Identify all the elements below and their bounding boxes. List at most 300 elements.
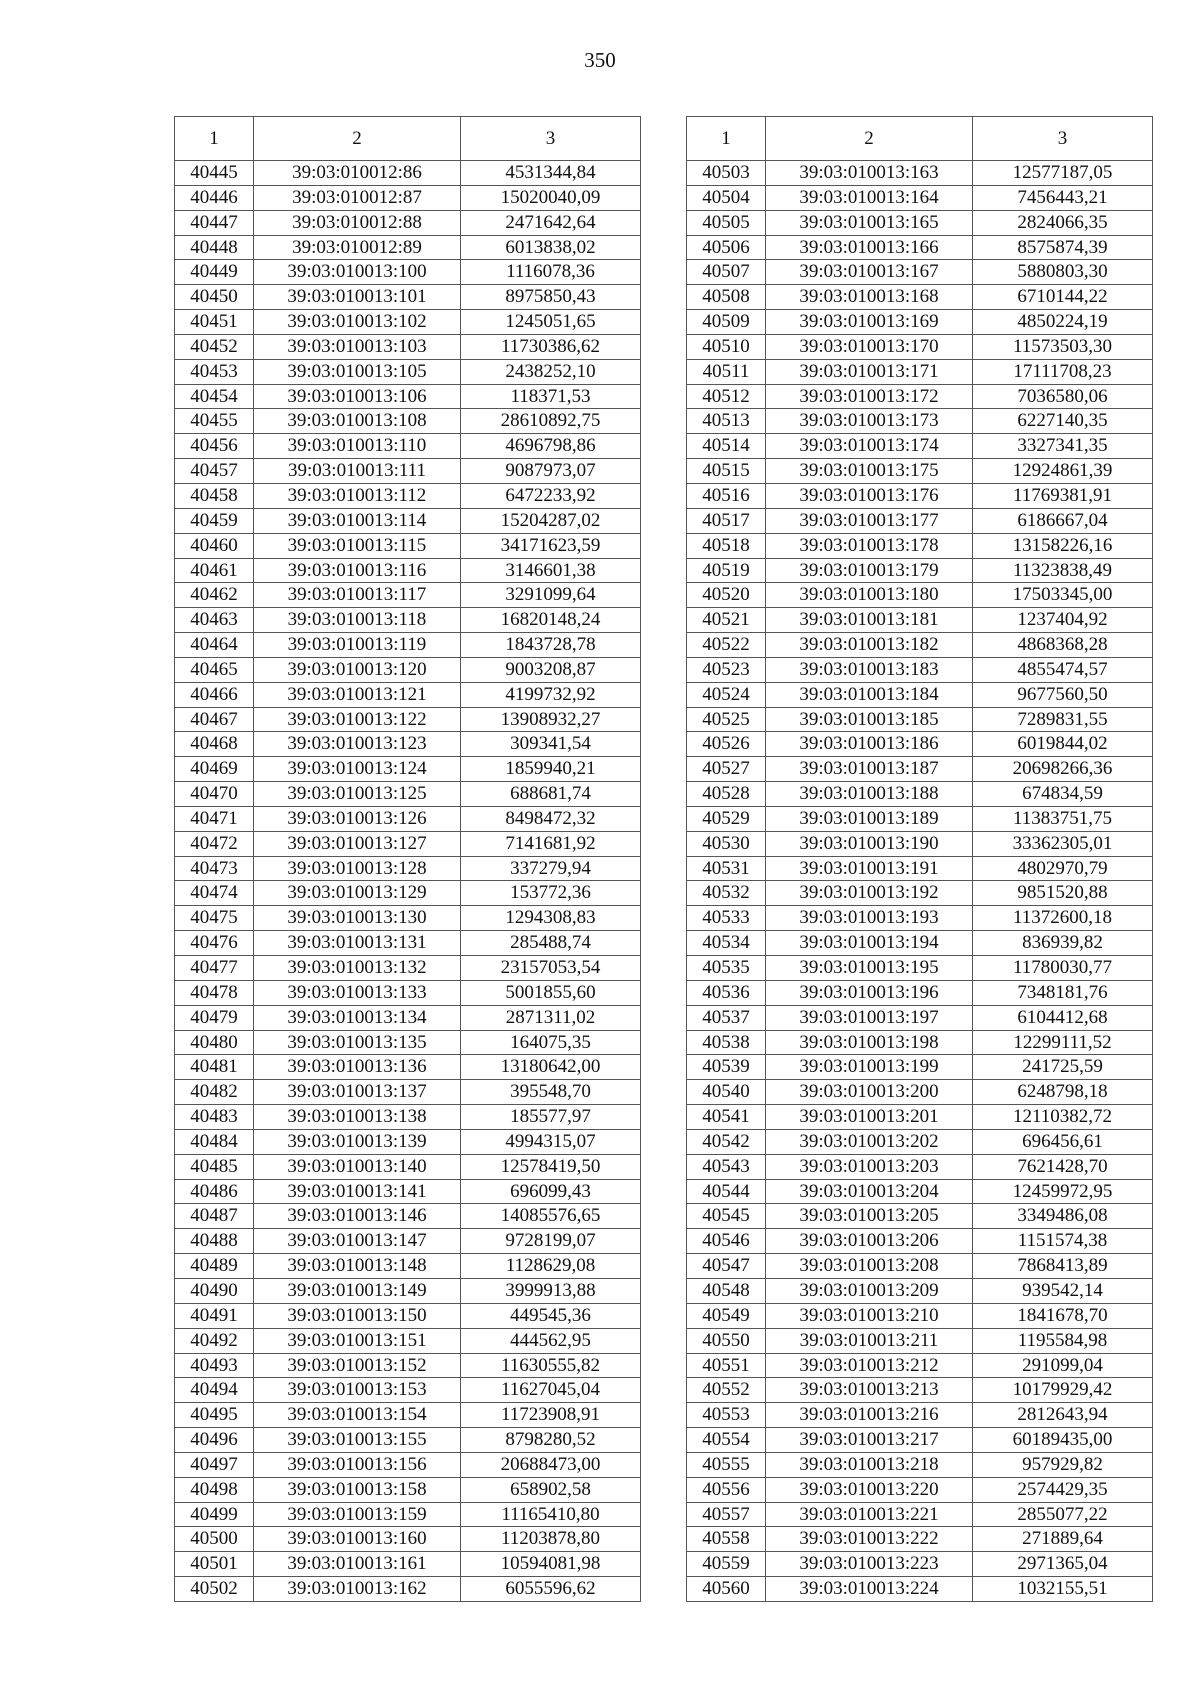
cell-cadastral-number: 39:03:010013:153 <box>254 1378 461 1403</box>
cell-value: 2855077,22 <box>973 1502 1153 1527</box>
cell-value: 696456,61 <box>973 1129 1153 1154</box>
table-row <box>175 558 641 583</box>
table-row <box>175 906 641 931</box>
table-header <box>687 117 1153 161</box>
cell-value: 15020040,09 <box>461 185 641 210</box>
cell-value: 7141681,92 <box>461 831 641 856</box>
cell-value: 337279,94 <box>461 856 641 881</box>
cell-row-number: 40551 <box>687 1353 766 1378</box>
cell-value: 444562,95 <box>461 1328 641 1353</box>
cell-value: 9728199,07 <box>461 1229 641 1254</box>
table-row <box>175 931 641 956</box>
cell-cadastral-number: 39:03:010013:190 <box>766 831 973 856</box>
cell-row-number: 40556 <box>687 1477 766 1502</box>
table-row <box>687 1105 1153 1130</box>
cell-cadastral-number: 39:03:010013:216 <box>766 1403 973 1428</box>
cell-row-number: 40532 <box>687 881 766 906</box>
table-row <box>687 1477 1153 1502</box>
cell-cadastral-number: 39:03:010013:208 <box>766 1254 973 1279</box>
cell-cadastral-number: 39:03:010013:199 <box>766 1055 973 1080</box>
table-row <box>687 1129 1153 1154</box>
cell-cadastral-number: 39:03:010013:130 <box>254 906 461 931</box>
cell-cadastral-number: 39:03:010013:193 <box>766 906 973 931</box>
cell-cadastral-number: 39:03:010013:118 <box>254 608 461 633</box>
cell-value: 4868368,28 <box>973 633 1153 658</box>
cell-cadastral-number: 39:03:010013:155 <box>254 1428 461 1453</box>
cell-cadastral-number: 39:03:010013:167 <box>766 260 973 285</box>
cell-row-number: 40514 <box>687 434 766 459</box>
cell-row-number: 40518 <box>687 533 766 558</box>
cell-value: 5880803,30 <box>973 260 1153 285</box>
cell-row-number: 40557 <box>687 1502 766 1527</box>
cell-row-number: 40511 <box>687 359 766 384</box>
cell-value: 6019844,02 <box>973 732 1153 757</box>
table-body <box>687 161 1153 1602</box>
cell-cadastral-number: 39:03:010013:108 <box>254 409 461 434</box>
cell-value: 1843728,78 <box>461 633 641 658</box>
cell-value: 17111708,23 <box>973 359 1153 384</box>
cell-cadastral-number: 39:03:010013:206 <box>766 1229 973 1254</box>
cell-cadastral-number: 39:03:010013:224 <box>766 1577 973 1602</box>
cell-row-number: 40529 <box>687 806 766 831</box>
table-row <box>687 682 1153 707</box>
cell-cadastral-number: 39:03:010013:163 <box>766 161 973 186</box>
cell-cadastral-number: 39:03:010013:152 <box>254 1353 461 1378</box>
cell-value: 12110382,72 <box>973 1105 1153 1130</box>
cell-row-number: 40445 <box>175 161 254 186</box>
cell-row-number: 40466 <box>175 682 254 707</box>
cell-value: 11630555,82 <box>461 1353 641 1378</box>
cell-row-number: 40536 <box>687 980 766 1005</box>
cell-row-number: 40454 <box>175 384 254 409</box>
table-row <box>175 1577 641 1602</box>
table-row <box>687 409 1153 434</box>
cell-value: 674834,59 <box>973 782 1153 807</box>
cell-row-number: 40447 <box>175 210 254 235</box>
cell-cadastral-number: 39:03:010013:141 <box>254 1179 461 1204</box>
cell-row-number: 40543 <box>687 1154 766 1179</box>
cell-row-number: 40462 <box>175 583 254 608</box>
cell-row-number: 40464 <box>175 633 254 658</box>
cell-value: 11383751,75 <box>973 806 1153 831</box>
table-row <box>687 359 1153 384</box>
table-row <box>175 1303 641 1328</box>
cell-row-number: 40503 <box>687 161 766 186</box>
cell-value: 11780030,77 <box>973 956 1153 981</box>
table-row <box>687 459 1153 484</box>
cell-row-number: 40469 <box>175 757 254 782</box>
cell-row-number: 40450 <box>175 285 254 310</box>
cell-cadastral-number: 39:03:010013:191 <box>766 856 973 881</box>
cell-cadastral-number: 39:03:010013:122 <box>254 707 461 732</box>
cell-value: 7621428,70 <box>973 1154 1153 1179</box>
cell-row-number: 40515 <box>687 459 766 484</box>
cell-value: 241725,59 <box>973 1055 1153 1080</box>
table-row <box>687 558 1153 583</box>
table-row <box>175 831 641 856</box>
cell-value: 8975850,43 <box>461 285 641 310</box>
table-row <box>687 856 1153 881</box>
cell-row-number: 40559 <box>687 1552 766 1577</box>
cell-row-number: 40492 <box>175 1328 254 1353</box>
cell-cadastral-number: 39:03:010013:212 <box>766 1353 973 1378</box>
table-row <box>687 583 1153 608</box>
cell-row-number: 40499 <box>175 1502 254 1527</box>
cell-row-number: 40470 <box>175 782 254 807</box>
cell-cadastral-number: 39:03:010013:169 <box>766 310 973 335</box>
cell-cadastral-number: 39:03:010013:221 <box>766 1502 973 1527</box>
cell-value: 9003208,87 <box>461 657 641 682</box>
cell-value: 118371,53 <box>461 384 641 409</box>
table-row <box>175 1080 641 1105</box>
table-row <box>687 1353 1153 1378</box>
cell-cadastral-number: 39:03:010013:160 <box>254 1527 461 1552</box>
table-row <box>687 1428 1153 1453</box>
cell-value: 1294308,83 <box>461 906 641 931</box>
cell-row-number: 40455 <box>175 409 254 434</box>
cell-value: 3999913,88 <box>461 1278 641 1303</box>
cell-value: 9087973,07 <box>461 459 641 484</box>
table-row <box>175 384 641 409</box>
table-row <box>687 1303 1153 1328</box>
cell-cadastral-number: 39:03:010013:205 <box>766 1204 973 1229</box>
table-row <box>175 235 641 260</box>
cell-row-number: 40467 <box>175 707 254 732</box>
cell-value: 6248798,18 <box>973 1080 1153 1105</box>
cell-cadastral-number: 39:03:010013:194 <box>766 931 973 956</box>
cell-value: 13180642,00 <box>461 1055 641 1080</box>
cell-value: 1237404,92 <box>973 608 1153 633</box>
cell-cadastral-number: 39:03:010013:138 <box>254 1105 461 1130</box>
cell-value: 1116078,36 <box>461 260 641 285</box>
cell-row-number: 40471 <box>175 806 254 831</box>
cell-value: 4802970,79 <box>973 856 1153 881</box>
cell-row-number: 40479 <box>175 1005 254 1030</box>
cell-row-number: 40539 <box>687 1055 766 1080</box>
cell-row-number: 40547 <box>687 1254 766 1279</box>
cell-cadastral-number: 39:03:010013:131 <box>254 931 461 956</box>
cell-value: 6186667,04 <box>973 508 1153 533</box>
cell-row-number: 40484 <box>175 1129 254 1154</box>
cell-value: 20698266,36 <box>973 757 1153 782</box>
table-row <box>175 1328 641 1353</box>
table-row <box>687 1179 1153 1204</box>
cell-value: 15204287,02 <box>461 508 641 533</box>
cell-cadastral-number: 39:03:010013:100 <box>254 260 461 285</box>
table-row <box>687 1328 1153 1353</box>
table-row <box>687 956 1153 981</box>
table-row <box>175 1452 641 1477</box>
cell-cadastral-number: 39:03:010013:223 <box>766 1552 973 1577</box>
table-row <box>175 359 641 384</box>
cell-row-number: 40535 <box>687 956 766 981</box>
table-row <box>687 483 1153 508</box>
cell-row-number: 40488 <box>175 1229 254 1254</box>
cell-value: 10179929,42 <box>973 1378 1153 1403</box>
cell-row-number: 40553 <box>687 1403 766 1428</box>
cell-row-number: 40523 <box>687 657 766 682</box>
table-row <box>175 508 641 533</box>
cell-cadastral-number: 39:03:010013:105 <box>254 359 461 384</box>
cell-row-number: 40506 <box>687 235 766 260</box>
cell-row-number: 40452 <box>175 334 254 359</box>
table-row <box>687 831 1153 856</box>
cell-cadastral-number: 39:03:010013:134 <box>254 1005 461 1030</box>
cell-row-number: 40493 <box>175 1353 254 1378</box>
cell-value: 5001855,60 <box>461 980 641 1005</box>
table-row <box>175 409 641 434</box>
cell-cadastral-number: 39:03:010013:222 <box>766 1527 973 1552</box>
cell-value: 3327341,35 <box>973 434 1153 459</box>
cell-value: 11203878,80 <box>461 1527 641 1552</box>
cell-cadastral-number: 39:03:010013:110 <box>254 434 461 459</box>
table-row <box>175 707 641 732</box>
cell-row-number: 40465 <box>175 657 254 682</box>
table-row <box>175 161 641 186</box>
column-header-value: 3 <box>461 117 641 161</box>
table-row <box>175 334 641 359</box>
cell-value: 1195584,98 <box>973 1328 1153 1353</box>
cell-row-number: 40552 <box>687 1378 766 1403</box>
cell-row-number: 40498 <box>175 1477 254 1502</box>
cell-row-number: 40446 <box>175 185 254 210</box>
cell-cadastral-number: 39:03:010013:200 <box>766 1080 973 1105</box>
cell-cadastral-number: 39:03:010013:174 <box>766 434 973 459</box>
cell-cadastral-number: 39:03:010013:161 <box>254 1552 461 1577</box>
cell-cadastral-number: 39:03:010013:181 <box>766 608 973 633</box>
cell-value: 4696798,86 <box>461 434 641 459</box>
cell-cadastral-number: 39:03:010013:101 <box>254 285 461 310</box>
cell-value: 13908932,27 <box>461 707 641 732</box>
table-row <box>175 956 641 981</box>
table-row <box>175 1030 641 1055</box>
cell-value: 11573503,30 <box>973 334 1153 359</box>
cell-value: 1151574,38 <box>973 1229 1153 1254</box>
table-row <box>687 508 1153 533</box>
cell-value: 14085576,65 <box>461 1204 641 1229</box>
cell-value: 11165410,80 <box>461 1502 641 1527</box>
cell-row-number: 40504 <box>687 185 766 210</box>
cell-cadastral-number: 39:03:010013:186 <box>766 732 973 757</box>
table-row <box>687 1577 1153 1602</box>
table-row <box>175 732 641 757</box>
cell-cadastral-number: 39:03:010013:173 <box>766 409 973 434</box>
cell-row-number: 40487 <box>175 1204 254 1229</box>
table-row <box>687 707 1153 732</box>
table-row <box>175 483 641 508</box>
cell-cadastral-number: 39:03:010013:128 <box>254 856 461 881</box>
cell-row-number: 40490 <box>175 1278 254 1303</box>
cell-value: 153772,36 <box>461 881 641 906</box>
cell-cadastral-number: 39:03:010013:217 <box>766 1428 973 1453</box>
cell-value: 688681,74 <box>461 782 641 807</box>
cell-row-number: 40449 <box>175 260 254 285</box>
cell-value: 12924861,39 <box>973 459 1153 484</box>
cell-row-number: 40550 <box>687 1328 766 1353</box>
cell-row-number: 40485 <box>175 1154 254 1179</box>
cell-value: 33362305,01 <box>973 831 1153 856</box>
cell-cadastral-number: 39:03:010013:189 <box>766 806 973 831</box>
cell-row-number: 40510 <box>687 334 766 359</box>
table-row <box>687 210 1153 235</box>
table-row <box>175 682 641 707</box>
cell-cadastral-number: 39:03:010013:139 <box>254 1129 461 1154</box>
cell-value: 12577187,05 <box>973 161 1153 186</box>
cell-cadastral-number: 39:03:010013:183 <box>766 657 973 682</box>
cell-value: 4994315,07 <box>461 1129 641 1154</box>
cell-row-number: 40501 <box>175 1552 254 1577</box>
table-row <box>175 633 641 658</box>
cell-row-number: 40520 <box>687 583 766 608</box>
cell-value: 28610892,75 <box>461 409 641 434</box>
table-row <box>687 1527 1153 1552</box>
table-row <box>175 533 641 558</box>
cell-value: 2471642,64 <box>461 210 641 235</box>
cell-value: 7289831,55 <box>973 707 1153 732</box>
table-header <box>175 117 641 161</box>
cell-value: 4199732,92 <box>461 682 641 707</box>
table-row <box>175 1005 641 1030</box>
cell-value: 20688473,00 <box>461 1452 641 1477</box>
table-row <box>687 1005 1153 1030</box>
cell-cadastral-number: 39:03:010013:209 <box>766 1278 973 1303</box>
cell-row-number: 40548 <box>687 1278 766 1303</box>
cell-row-number: 40545 <box>687 1204 766 1229</box>
cell-row-number: 40508 <box>687 285 766 310</box>
cell-cadastral-number: 39:03:010013:202 <box>766 1129 973 1154</box>
cell-cadastral-number: 39:03:010013:150 <box>254 1303 461 1328</box>
table-row <box>687 1403 1153 1428</box>
table-row <box>687 1552 1153 1577</box>
cell-value: 957929,82 <box>973 1452 1153 1477</box>
cell-cadastral-number: 39:03:010013:204 <box>766 1179 973 1204</box>
cell-cadastral-number: 39:03:010013:115 <box>254 533 461 558</box>
registry-table-right <box>686 116 1153 1602</box>
cell-cadastral-number: 39:03:010013:195 <box>766 956 973 981</box>
table-row <box>175 1105 641 1130</box>
cell-value: 12299111,52 <box>973 1030 1153 1055</box>
table-row <box>175 1229 641 1254</box>
cell-cadastral-number: 39:03:010013:159 <box>254 1502 461 1527</box>
cell-cadastral-number: 39:03:010013:135 <box>254 1030 461 1055</box>
cell-value: 8798280,52 <box>461 1428 641 1453</box>
table-body <box>175 161 641 1602</box>
cell-cadastral-number: 39:03:010013:179 <box>766 558 973 583</box>
cell-row-number: 40522 <box>687 633 766 658</box>
table-row <box>175 260 641 285</box>
cell-value: 23157053,54 <box>461 956 641 981</box>
cell-value: 34171623,59 <box>461 533 641 558</box>
cell-row-number: 40473 <box>175 856 254 881</box>
cell-cadastral-number: 39:03:010013:119 <box>254 633 461 658</box>
cell-value: 6104412,68 <box>973 1005 1153 1030</box>
cell-row-number: 40483 <box>175 1105 254 1130</box>
table-row <box>687 1154 1153 1179</box>
column-header-number: 1 <box>175 117 254 161</box>
table-row <box>687 384 1153 409</box>
cell-value: 7348181,76 <box>973 980 1153 1005</box>
cell-row-number: 40530 <box>687 831 766 856</box>
cell-value: 7868413,89 <box>973 1254 1153 1279</box>
cell-cadastral-number: 39:03:010013:127 <box>254 831 461 856</box>
cell-cadastral-number: 39:03:010013:172 <box>766 384 973 409</box>
cell-row-number: 40489 <box>175 1254 254 1279</box>
cell-row-number: 40502 <box>175 1577 254 1602</box>
table-row <box>175 1527 641 1552</box>
table-row <box>175 1477 641 1502</box>
cell-value: 17503345,00 <box>973 583 1153 608</box>
cell-cadastral-number: 39:03:010013:102 <box>254 310 461 335</box>
cell-cadastral-number: 39:03:010013:188 <box>766 782 973 807</box>
cell-value: 60189435,00 <box>973 1428 1153 1453</box>
table-row <box>687 1229 1153 1254</box>
cell-row-number: 40495 <box>175 1403 254 1428</box>
cell-row-number: 40491 <box>175 1303 254 1328</box>
table-row <box>175 856 641 881</box>
cell-cadastral-number: 39:03:010013:114 <box>254 508 461 533</box>
cell-value: 6710144,22 <box>973 285 1153 310</box>
cell-row-number: 40475 <box>175 906 254 931</box>
table-row <box>175 1129 641 1154</box>
cell-row-number: 40507 <box>687 260 766 285</box>
cell-cadastral-number: 39:03:010013:140 <box>254 1154 461 1179</box>
table-row <box>175 1204 641 1229</box>
table-row <box>687 533 1153 558</box>
cell-row-number: 40531 <box>687 856 766 881</box>
column-header-number: 1 <box>687 117 766 161</box>
cell-cadastral-number: 39:03:010013:178 <box>766 533 973 558</box>
cell-value: 11769381,91 <box>973 483 1153 508</box>
cell-cadastral-number: 39:03:010013:177 <box>766 508 973 533</box>
cell-row-number: 40505 <box>687 210 766 235</box>
cell-row-number: 40526 <box>687 732 766 757</box>
cell-row-number: 40517 <box>687 508 766 533</box>
column-header-value: 3 <box>973 117 1153 161</box>
cell-cadastral-number: 39:03:010013:197 <box>766 1005 973 1030</box>
cell-value: 13158226,16 <box>973 533 1153 558</box>
cell-cadastral-number: 39:03:010013:185 <box>766 707 973 732</box>
table-row <box>175 657 641 682</box>
table-row <box>175 285 641 310</box>
cell-row-number: 40533 <box>687 906 766 931</box>
registry-table-left <box>174 116 641 1602</box>
cell-cadastral-number: 39:03:010013:170 <box>766 334 973 359</box>
cell-cadastral-number: 39:03:010013:133 <box>254 980 461 1005</box>
table-row <box>175 1254 641 1279</box>
cell-row-number: 40500 <box>175 1527 254 1552</box>
cell-row-number: 40521 <box>687 608 766 633</box>
cell-cadastral-number: 39:03:010013:196 <box>766 980 973 1005</box>
cell-cadastral-number: 39:03:010013:162 <box>254 1577 461 1602</box>
cell-cadastral-number: 39:03:010013:137 <box>254 1080 461 1105</box>
table-row <box>687 1080 1153 1105</box>
cell-cadastral-number: 39:03:010013:121 <box>254 682 461 707</box>
table-row <box>175 583 641 608</box>
cell-row-number: 40476 <box>175 931 254 956</box>
cell-row-number: 40542 <box>687 1129 766 1154</box>
table-row <box>687 285 1153 310</box>
cell-value: 836939,82 <box>973 931 1153 956</box>
table-row <box>175 1552 641 1577</box>
cell-row-number: 40459 <box>175 508 254 533</box>
table-row <box>687 1204 1153 1229</box>
cell-row-number: 40534 <box>687 931 766 956</box>
table-row <box>687 931 1153 956</box>
cell-row-number: 40554 <box>687 1428 766 1453</box>
cell-row-number: 40463 <box>175 608 254 633</box>
cell-cadastral-number: 39:03:010013:125 <box>254 782 461 807</box>
cell-cadastral-number: 39:03:010013:171 <box>766 359 973 384</box>
